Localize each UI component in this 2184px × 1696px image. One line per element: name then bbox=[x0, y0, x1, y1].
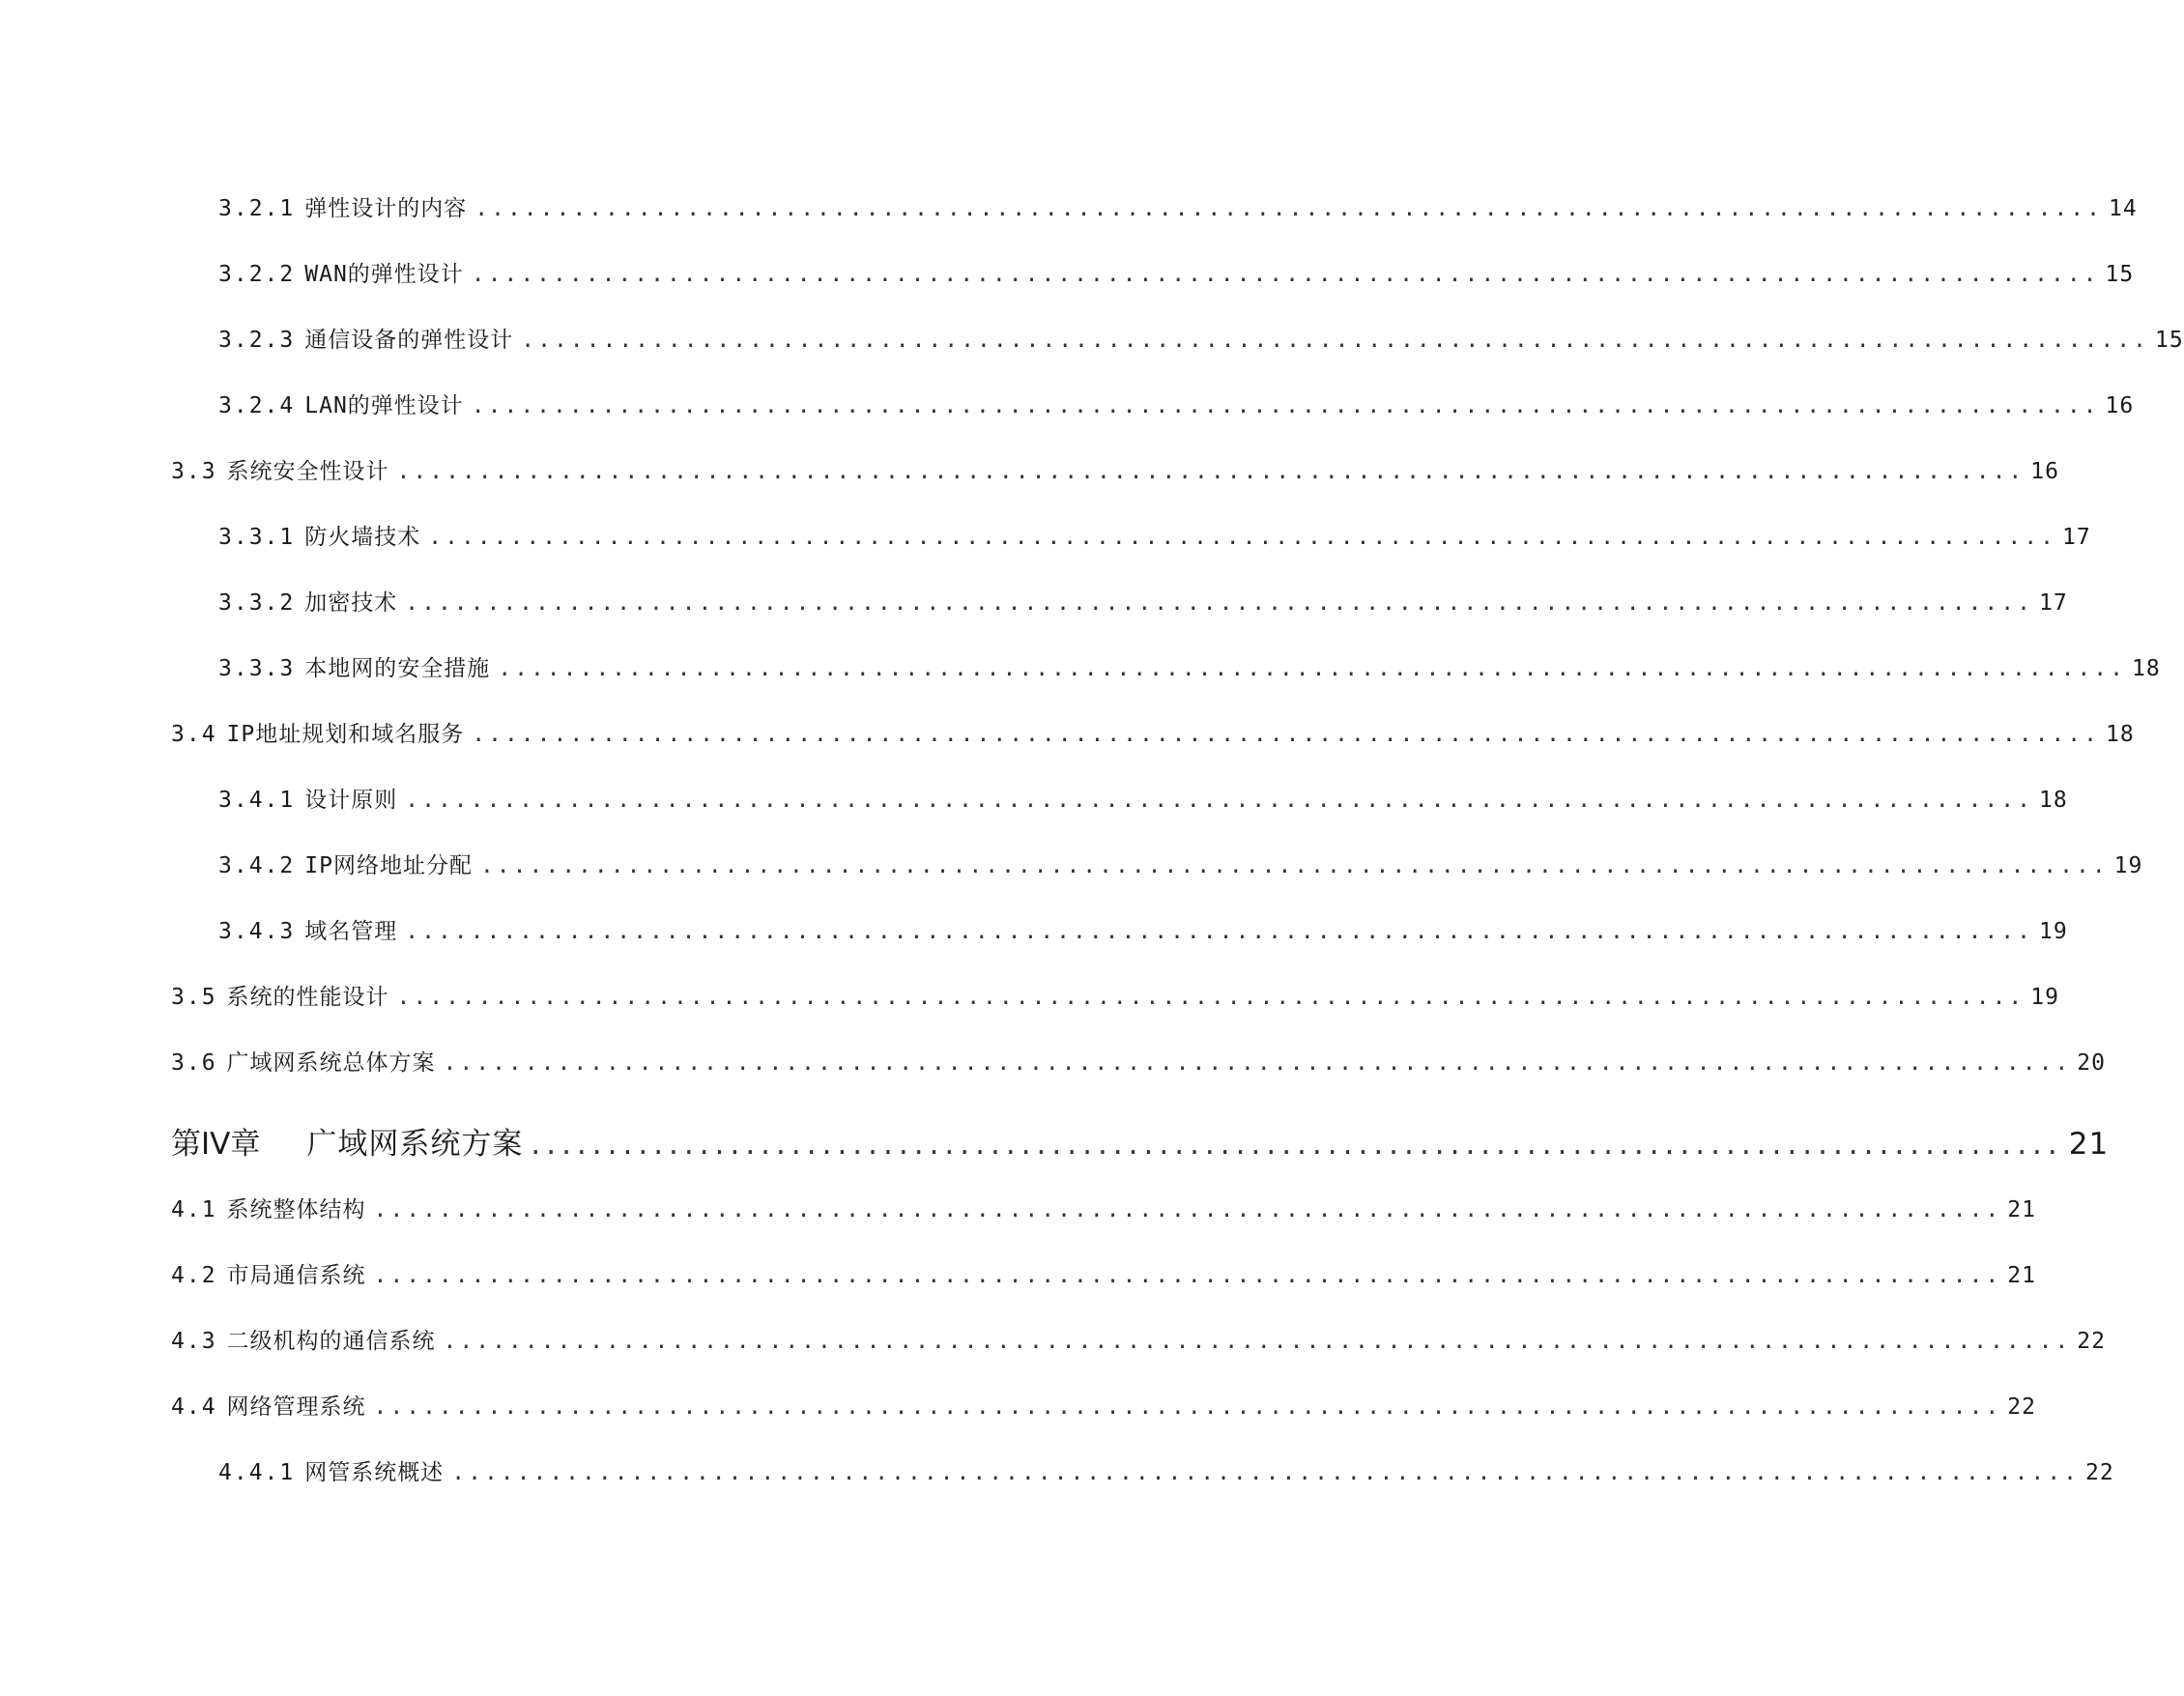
entry-number: 3.4.3 bbox=[218, 919, 296, 944]
entry-number: 3.2.2 bbox=[218, 262, 296, 287]
entry-number: 4.1 bbox=[171, 1197, 217, 1222]
dot-leader: .................................................................................................... bbox=[373, 1197, 2002, 1222]
entry-title: 域名管理 bbox=[304, 919, 398, 944]
entry-title: 本地网的安全措施 bbox=[304, 656, 491, 681]
dot-leader: .................................................................................................... bbox=[472, 722, 2100, 747]
entry-page-number: 19 bbox=[2113, 853, 2143, 878]
entry-number: 3.3.3 bbox=[218, 656, 296, 681]
entry-title: 市局通信系统 bbox=[226, 1263, 366, 1288]
toc-entry[interactable] bbox=[218, 519, 2091, 551]
entry-page-number: 22 bbox=[2077, 1329, 2106, 1354]
entry-number: 4.4.1 bbox=[218, 1460, 296, 1485]
toc-entry[interactable] bbox=[171, 453, 2059, 485]
entry-page-number: 19 bbox=[2030, 985, 2059, 1010]
dot-leader: .................................................................................................... bbox=[373, 1394, 2002, 1420]
entry-title: 网管系统概述 bbox=[304, 1460, 445, 1485]
entry-page-number: 18 bbox=[2131, 656, 2161, 681]
entry-title: 防火墙技术 bbox=[304, 525, 421, 550]
entry-title: 弹性设计的内容 bbox=[304, 196, 468, 221]
toc-entry[interactable] bbox=[218, 388, 2135, 419]
entry-page-number: 18 bbox=[2105, 722, 2135, 747]
dot-leader: .................................................................................................... bbox=[531, 1127, 2063, 1162]
entry-number: 3.2.3 bbox=[218, 328, 296, 353]
entry-page-number: 22 bbox=[2007, 1394, 2036, 1420]
entry-number: 3.4.2 bbox=[218, 853, 296, 878]
entry-title: IP网络地址分配 bbox=[304, 853, 473, 878]
entry-number: 3.4 bbox=[171, 722, 217, 747]
entry-page-number: 16 bbox=[2030, 459, 2059, 484]
entry-page-number: 20 bbox=[2077, 1050, 2106, 1076]
dot-leader: .................................................................................................... bbox=[405, 919, 2033, 944]
entry-number: 3.6 bbox=[171, 1050, 217, 1076]
toc-entry[interactable] bbox=[218, 1454, 2114, 1486]
entry-title: 网络管理系统 bbox=[226, 1394, 366, 1420]
dot-leader: .................................................................................................... bbox=[373, 1263, 2002, 1288]
toc-entry[interactable] bbox=[171, 1389, 2036, 1421]
toc-entry[interactable] bbox=[218, 913, 2068, 945]
dot-leader: .................................................................................................... bbox=[521, 328, 2149, 353]
entry-page-number: 21 bbox=[2007, 1197, 2036, 1222]
dot-leader: .................................................................................................... bbox=[405, 590, 2033, 616]
entry-title: 系统整体结构 bbox=[226, 1197, 366, 1222]
entry-page-number: 17 bbox=[2061, 525, 2091, 550]
dot-leader: .................................................................................................... bbox=[474, 196, 2103, 221]
chapter-number: 第IV章 bbox=[171, 1127, 261, 1162]
entry-number: 3.4.1 bbox=[218, 788, 296, 813]
dot-leader: .................................................................................................... bbox=[471, 262, 2100, 287]
entry-title: 二级机构的通信系统 bbox=[226, 1329, 436, 1354]
toc-entry[interactable] bbox=[218, 256, 2135, 288]
entry-title: WAN的弹性设计 bbox=[304, 262, 464, 287]
dot-leader: .................................................................................................... bbox=[396, 985, 2026, 1010]
toc-entry[interactable] bbox=[218, 650, 2161, 682]
dot-leader: .................................................................................................... bbox=[498, 656, 2126, 681]
dot-leader: .................................................................................................... bbox=[443, 1329, 2072, 1354]
dot-leader: .................................................................................................... bbox=[451, 1460, 2080, 1485]
toc-entry[interactable] bbox=[218, 322, 2184, 354]
toc-entry[interactable] bbox=[218, 190, 2138, 222]
toc-chapter-entry[interactable] bbox=[171, 1119, 2110, 1163]
dot-leader: .................................................................................................... bbox=[479, 853, 2109, 878]
entry-page-number: 16 bbox=[2105, 393, 2135, 418]
dot-leader: .................................................................................................... bbox=[428, 525, 2056, 550]
entry-number: 3.5 bbox=[171, 985, 217, 1010]
entry-title: IP地址规划和域名服务 bbox=[226, 722, 465, 747]
chapter-title: 广域网系统方案 bbox=[306, 1127, 524, 1162]
entry-number: 4.4 bbox=[171, 1394, 217, 1420]
toc-entry[interactable] bbox=[171, 716, 2135, 748]
dot-leader: .................................................................................................... bbox=[405, 788, 2033, 813]
entry-number: 4.3 bbox=[171, 1329, 217, 1354]
entry-page-number: 15 bbox=[2105, 262, 2135, 287]
toc-entry[interactable] bbox=[218, 848, 2143, 879]
entry-page-number: 15 bbox=[2154, 328, 2184, 353]
entry-page-number: 19 bbox=[2038, 919, 2068, 944]
entry-page-number: 17 bbox=[2038, 590, 2068, 616]
dot-leader: .................................................................................................... bbox=[443, 1050, 2072, 1076]
toc-entry[interactable] bbox=[218, 585, 2068, 617]
entry-page-number: 14 bbox=[2108, 196, 2138, 221]
entry-number: 3.3 bbox=[171, 459, 217, 484]
entry-number: 3.2.1 bbox=[218, 196, 296, 221]
entry-title: 通信设备的弹性设计 bbox=[304, 328, 514, 353]
entry-title: 系统的性能设计 bbox=[226, 985, 389, 1010]
dot-leader: .................................................................................................... bbox=[471, 393, 2100, 418]
dot-leader: .................................................................................................... bbox=[396, 459, 2026, 484]
entry-title: LAN的弹性设计 bbox=[304, 393, 464, 418]
toc-entry[interactable] bbox=[171, 979, 2059, 1011]
entry-title: 加密技术 bbox=[304, 590, 398, 616]
entry-number: 4.2 bbox=[171, 1263, 217, 1288]
entry-title: 广域网系统总体方案 bbox=[226, 1050, 436, 1076]
entry-title: 系统安全性设计 bbox=[226, 459, 389, 484]
entry-page-number: 21 bbox=[2007, 1263, 2036, 1288]
toc-entry[interactable] bbox=[218, 782, 2068, 814]
entry-number: 3.2.4 bbox=[218, 393, 296, 418]
entry-page-number: 22 bbox=[2084, 1460, 2114, 1485]
entry-number: 3.3.2 bbox=[218, 590, 296, 616]
entry-page-number: 21 bbox=[2068, 1127, 2110, 1162]
toc-entry[interactable] bbox=[171, 1257, 2036, 1289]
entry-number: 3.3.1 bbox=[218, 525, 296, 550]
entry-page-number: 18 bbox=[2038, 788, 2068, 813]
entry-title: 设计原则 bbox=[304, 788, 398, 813]
toc-entry[interactable] bbox=[171, 1323, 2106, 1355]
toc-entry[interactable] bbox=[171, 1192, 2036, 1223]
toc-entry[interactable] bbox=[171, 1045, 2106, 1077]
